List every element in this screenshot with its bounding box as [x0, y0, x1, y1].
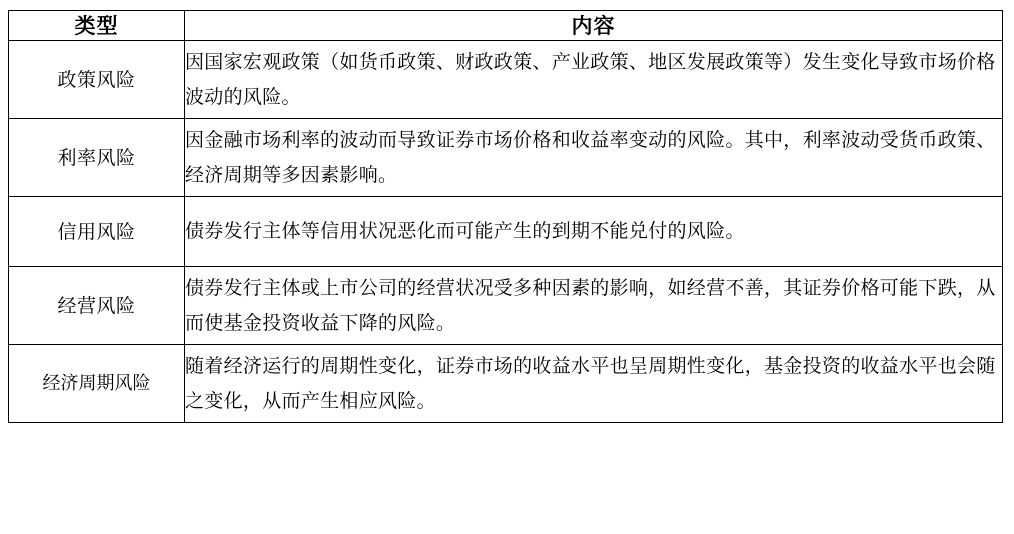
table-header — [9, 11, 1003, 41]
table-row — [9, 197, 1003, 267]
risk-content-credit: 债券发行主体等信用状况恶化而可能产生的到期不能兑付的风险。 — [185, 197, 1003, 267]
table-body — [9, 41, 1003, 423]
risk-content-policy: 因国家宏观政策（如货币政策、财政政策、产业政策、地区发展政策等）发生变化导致市场价格波动的风险。 — [185, 41, 1003, 119]
risk-content-interest-rate: 因金融市场利率的波动而导致证券市场价格和收益率变动的风险。其中，利率波动受货币政策、经济周期等多因素影响。 — [185, 119, 1003, 197]
document-page — [0, 10, 1014, 534]
risk-type-policy: 政策风险 — [9, 41, 185, 119]
table-header-row — [9, 11, 1003, 41]
risk-content-economic-cycle: 随着经济运行的周期性变化，证券市场的收益水平也呈周期性变化，基金投资的收益水平也会随之变化，从而产生相应风险。 — [185, 345, 1003, 423]
table-row — [9, 345, 1003, 423]
risk-types-table — [8, 10, 1003, 423]
risk-type-credit: 信用风险 — [9, 197, 185, 267]
risk-type-interest-rate: 利率风险 — [9, 119, 185, 197]
risk-type-operating: 经营风险 — [9, 267, 185, 345]
table-row — [9, 119, 1003, 197]
column-header-content: 内容 — [185, 11, 1003, 41]
column-header-type: 类型 — [9, 11, 185, 41]
table-row — [9, 267, 1003, 345]
risk-type-economic-cycle: 经济周期风险 — [9, 345, 185, 423]
table-row — [9, 41, 1003, 119]
risk-content-operating: 债券发行主体或上市公司的经营状况受多种因素的影响，如经营不善，其证券价格可能下跌，从而使基金投资收益下降的风险。 — [185, 267, 1003, 345]
